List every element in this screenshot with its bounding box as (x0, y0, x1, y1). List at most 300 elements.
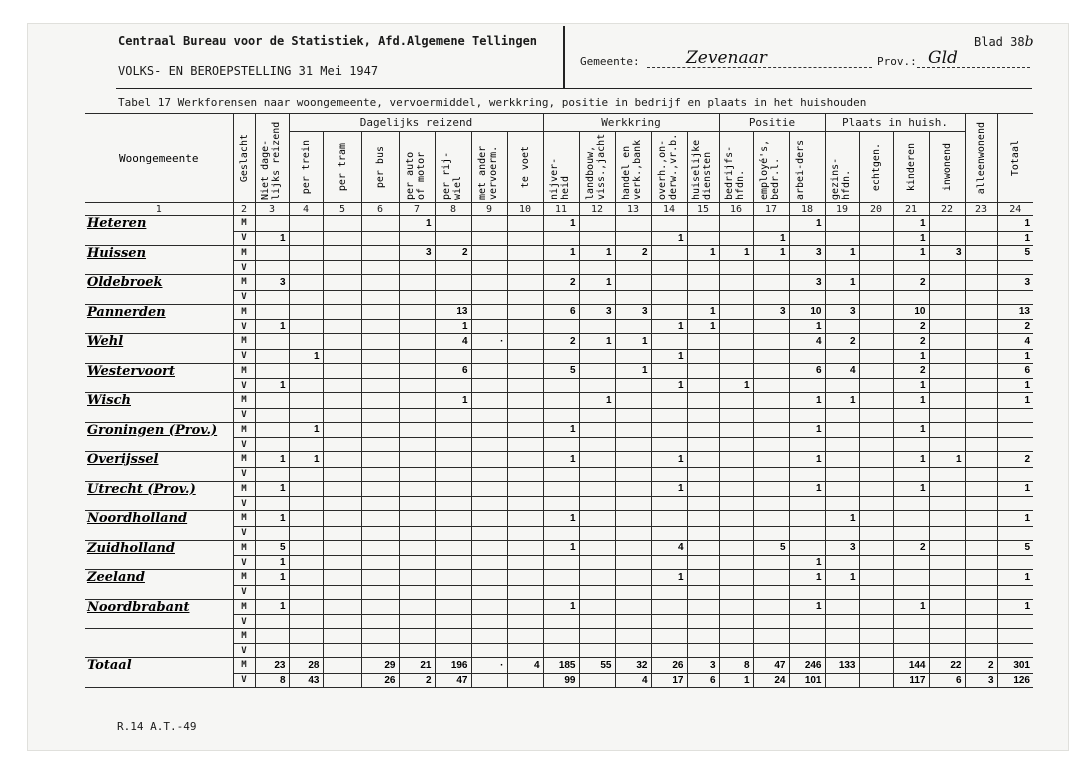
table-cell: 2 (543, 334, 579, 350)
table-cell (507, 408, 543, 422)
table-cell: 1 (929, 452, 965, 468)
table-cell (323, 363, 361, 379)
table-cell (687, 290, 719, 304)
table-cell (543, 320, 579, 334)
table-cell (579, 673, 615, 687)
table-cell (615, 393, 651, 409)
table-cell (579, 526, 615, 540)
table-cell (255, 526, 289, 540)
sex-code: M (233, 599, 255, 615)
table-cell (323, 438, 361, 452)
table-cell (289, 231, 323, 245)
table-cell (929, 599, 965, 615)
table-cell (579, 320, 615, 334)
table-cell (579, 570, 615, 586)
sex-code: M (233, 658, 255, 674)
table-cell: 1 (753, 231, 789, 245)
table-cell (507, 261, 543, 275)
table-cell (687, 511, 719, 527)
table-cell (789, 261, 825, 275)
table-cell: 1 (893, 231, 929, 245)
sex-code: V (233, 261, 255, 275)
table-cell (471, 526, 507, 540)
table-cell: 1 (687, 304, 719, 320)
table-cell (965, 556, 997, 570)
table-cell (323, 452, 361, 468)
table-cell (929, 334, 965, 350)
table-cell (615, 349, 651, 363)
table-cell: 1 (997, 349, 1033, 363)
woongemeente-name: Zeeland (85, 570, 233, 586)
col-inwonend-header: inwonend (929, 132, 965, 203)
col-employes-header: employé's, bedr.l. (753, 132, 789, 203)
table-cell (929, 615, 965, 629)
table-cell: 1 (435, 393, 471, 409)
table-cell (929, 408, 965, 422)
table-cell (929, 304, 965, 320)
table-cell: 55 (579, 658, 615, 674)
woongemeente-name: Groningen (Prov.) (85, 422, 233, 438)
table-cell (859, 334, 893, 350)
table-cell (507, 452, 543, 468)
sex-code: M (233, 422, 255, 438)
group-plaats: Plaats in huish. (825, 114, 965, 132)
table-cell (997, 556, 1033, 570)
table-cell (435, 452, 471, 468)
table-row (85, 363, 1033, 379)
table-cell (289, 526, 323, 540)
table-cell (399, 334, 435, 350)
table-cell (471, 452, 507, 468)
table-cell (687, 467, 719, 481)
table-cell: 2 (543, 275, 579, 291)
woongemeente-name: Pannerden (85, 304, 233, 320)
column-number: 22 (929, 203, 965, 216)
table-cell (651, 393, 687, 409)
table-cell (323, 644, 361, 658)
table-cell: 43 (289, 673, 323, 687)
table-cell (651, 644, 687, 658)
table-cell (543, 570, 579, 586)
table-row (85, 438, 1033, 452)
table-cell: 1 (997, 231, 1033, 245)
gemeente-value: Zevenaar (686, 48, 767, 68)
table-cell (543, 393, 579, 409)
table-cell (687, 349, 719, 363)
table-row (85, 408, 1033, 422)
table-cell: 1 (651, 481, 687, 497)
table-cell (893, 438, 929, 452)
table-cell (859, 599, 893, 615)
table-cell: 6 (543, 304, 579, 320)
sex-code: M (233, 570, 255, 586)
table-cell (615, 261, 651, 275)
table-cell: 1 (543, 599, 579, 615)
table-row (85, 393, 1033, 409)
table-cell: 1 (255, 452, 289, 468)
table-cell (323, 481, 361, 497)
table-cell (543, 349, 579, 363)
table-cell (361, 438, 399, 452)
table-cell (997, 615, 1033, 629)
table-cell (471, 438, 507, 452)
table-cell (965, 511, 997, 527)
table-row (85, 644, 1033, 658)
table-cell (687, 570, 719, 586)
table-cell (997, 585, 1033, 599)
table-cell (507, 540, 543, 556)
table-cell (687, 540, 719, 556)
woongemeente-spacer (85, 644, 233, 658)
table-row (85, 481, 1033, 497)
table-cell (399, 511, 435, 527)
table-row (85, 379, 1033, 393)
table-cell: 1 (651, 570, 687, 586)
table-cell (361, 304, 399, 320)
table-cell: 3 (615, 304, 651, 320)
table-cell (361, 615, 399, 629)
table-cell (361, 467, 399, 481)
table-cell (929, 290, 965, 304)
table-cell: 1 (893, 422, 929, 438)
table-cell (471, 231, 507, 245)
table-cell (361, 379, 399, 393)
table-cell (507, 599, 543, 615)
table-cell (615, 497, 651, 511)
table-cell (651, 467, 687, 481)
table-cell (323, 540, 361, 556)
table-cell: 29 (361, 658, 399, 674)
table-cell (255, 467, 289, 481)
table-cell (435, 379, 471, 393)
table-cell (615, 379, 651, 393)
table-cell (997, 422, 1033, 438)
table-cell (615, 452, 651, 468)
table-cell: 1 (289, 349, 323, 363)
table-cell (825, 349, 859, 363)
table-cell (651, 216, 687, 232)
table-cell (753, 585, 789, 599)
table-cell (965, 540, 997, 556)
sex-code: V (233, 497, 255, 511)
col-trein-header: per trein (289, 132, 323, 203)
woongemeente-header: Woongemeente (85, 114, 233, 203)
table-cell (719, 349, 753, 363)
col-voet-header: te voet (507, 132, 543, 203)
table-cell (507, 216, 543, 232)
table-cell (893, 570, 929, 586)
table-cell (753, 290, 789, 304)
table-cell (929, 467, 965, 481)
table-cell (615, 644, 651, 658)
table-cell (289, 379, 323, 393)
table-cell (965, 615, 997, 629)
table-cell (361, 393, 399, 409)
table-cell (719, 452, 753, 468)
table-cell (965, 231, 997, 245)
table-cell (859, 275, 893, 291)
table-cell (651, 304, 687, 320)
table-cell (399, 497, 435, 511)
column-number: 6 (361, 203, 399, 216)
table-cell (507, 304, 543, 320)
table-cell: 3 (255, 275, 289, 291)
table-cell: 3 (789, 275, 825, 291)
sex-code: M (233, 393, 255, 409)
gemeente-underline (647, 67, 872, 68)
table-cell (859, 304, 893, 320)
column-number: 3 (255, 203, 289, 216)
table-cell: 23 (255, 658, 289, 674)
table-cell (399, 570, 435, 586)
table-cell (859, 644, 893, 658)
table-cell: 1 (893, 349, 929, 363)
table-cell: 26 (651, 658, 687, 674)
column-number: 12 (579, 203, 615, 216)
table-cell (399, 393, 435, 409)
table-cell: 2 (893, 275, 929, 291)
table-cell (323, 422, 361, 438)
table-row (85, 349, 1033, 363)
table-cell (687, 231, 719, 245)
table-cell: 1 (399, 216, 435, 232)
table-cell (719, 497, 753, 511)
table-cell (361, 526, 399, 540)
table-cell: 3 (687, 658, 719, 674)
table-cell (965, 320, 997, 334)
table-cell (361, 422, 399, 438)
table-cell (965, 452, 997, 468)
table-cell (435, 629, 471, 644)
table-cell (543, 481, 579, 497)
table-cell (579, 422, 615, 438)
table-cell (651, 275, 687, 291)
table-cell (399, 540, 435, 556)
table-cell (789, 644, 825, 658)
table-cell (507, 349, 543, 363)
table-cell (435, 556, 471, 570)
table-cell (255, 349, 289, 363)
table-cell (615, 556, 651, 570)
table-cell (471, 408, 507, 422)
table-cell (719, 629, 753, 644)
table-cell (687, 452, 719, 468)
table-cell: 1 (719, 673, 753, 687)
table-cell (719, 216, 753, 232)
table-cell: 3 (825, 304, 859, 320)
table-cell: 32 (615, 658, 651, 674)
table-cell (719, 615, 753, 629)
table-cell (361, 275, 399, 291)
table-cell: 3 (825, 540, 859, 556)
sex-code: M (233, 245, 255, 261)
woongemeente-name (85, 629, 233, 644)
table-cell: 4 (825, 363, 859, 379)
table-cell (361, 261, 399, 275)
table-cell (435, 481, 471, 497)
table-cell (859, 570, 893, 586)
table-row (85, 261, 1033, 275)
table-cell (289, 540, 323, 556)
table-cell (753, 334, 789, 350)
table-cell (929, 363, 965, 379)
table-cell (399, 231, 435, 245)
table-cell (789, 629, 825, 644)
table-cell (651, 615, 687, 629)
table-cell (255, 393, 289, 409)
table-cell (323, 275, 361, 291)
prov-underline (917, 67, 1030, 68)
table-cell (719, 261, 753, 275)
sex-code: M (233, 363, 255, 379)
table-cell (965, 245, 997, 261)
table-cell (651, 290, 687, 304)
table-cell (859, 629, 893, 644)
table-cell (289, 644, 323, 658)
table-cell: 1 (893, 481, 929, 497)
table-cell (579, 363, 615, 379)
table-cell (435, 526, 471, 540)
table-cell (435, 290, 471, 304)
table-cell: 6 (687, 673, 719, 687)
table-cell (543, 585, 579, 599)
table-cell: 1 (651, 452, 687, 468)
table-cell (789, 290, 825, 304)
table-cell (471, 304, 507, 320)
sex-code: M (233, 452, 255, 468)
table-cell: 196 (435, 658, 471, 674)
table-cell (323, 261, 361, 275)
table-cell (965, 497, 997, 511)
sex-code: V (233, 290, 255, 304)
table-cell (435, 275, 471, 291)
sex-code: M (233, 275, 255, 291)
table-cell (651, 245, 687, 261)
table-cell: 1 (719, 245, 753, 261)
table-cell (507, 379, 543, 393)
woongemeente-spacer (85, 379, 233, 393)
table-cell (507, 644, 543, 658)
group-positie: Positie (719, 114, 825, 132)
table-cell (825, 629, 859, 644)
table-cell (687, 599, 719, 615)
column-number: 2 (233, 203, 255, 216)
group-dagelijks-reizend: Dagelijks reizend (289, 114, 543, 132)
table-row (85, 526, 1033, 540)
table-cell: 1 (789, 393, 825, 409)
table-cell (893, 497, 929, 511)
table-cell: 1 (997, 511, 1033, 527)
table-cell: 10 (789, 304, 825, 320)
sex-code: V (233, 438, 255, 452)
table-cell (399, 379, 435, 393)
table-cell (255, 629, 289, 644)
woongemeente-spacer (85, 615, 233, 629)
table-cell: 1 (543, 540, 579, 556)
table-cell (543, 438, 579, 452)
table-cell (289, 599, 323, 615)
table-cell (323, 290, 361, 304)
table-cell (507, 334, 543, 350)
table-cell (929, 231, 965, 245)
table-cell: 1 (579, 245, 615, 261)
sex-code: V (233, 526, 255, 540)
table-cell: 1 (789, 320, 825, 334)
table-cell (893, 629, 929, 644)
table-cell (929, 379, 965, 393)
table-cell: 1 (893, 216, 929, 232)
table-cell (399, 438, 435, 452)
column-number: 5 (323, 203, 361, 216)
table-cell (435, 497, 471, 511)
table-cell: 13 (435, 304, 471, 320)
table-cell (323, 615, 361, 629)
table-cell (471, 615, 507, 629)
table-cell (615, 275, 651, 291)
table-cell (929, 556, 965, 570)
table-cell (965, 629, 997, 644)
woongemeente-name: Wisch (85, 393, 233, 409)
table-cell (825, 231, 859, 245)
table-cell (361, 556, 399, 570)
table-cell (255, 304, 289, 320)
table-cell (399, 629, 435, 644)
table-cell: 1 (651, 231, 687, 245)
table-cell (753, 570, 789, 586)
table-cell: 5 (997, 245, 1033, 261)
table-cell (789, 615, 825, 629)
table-cell (435, 408, 471, 422)
column-number: 11 (543, 203, 579, 216)
table-cell (615, 511, 651, 527)
column-number: 23 (965, 203, 997, 216)
table-cell: 1 (997, 379, 1033, 393)
table-cell (859, 452, 893, 468)
table-cell (361, 231, 399, 245)
table-cell (825, 526, 859, 540)
table-cell (929, 320, 965, 334)
table-cell (289, 334, 323, 350)
table-cell (471, 599, 507, 615)
table-cell: 2 (615, 245, 651, 261)
table-cell (399, 644, 435, 658)
table-cell (753, 422, 789, 438)
table-cell (543, 526, 579, 540)
table-cell: 1 (893, 452, 929, 468)
gemeente-label: Gemeente: (580, 55, 640, 68)
table-cell (579, 216, 615, 232)
table-cell (507, 245, 543, 261)
table-cell (719, 320, 753, 334)
table-cell (289, 304, 323, 320)
table-cell (399, 526, 435, 540)
woongemeente-spacer (85, 556, 233, 570)
column-number: 1 (85, 203, 233, 216)
woongemeente-spacer (85, 438, 233, 452)
table-cell (361, 334, 399, 350)
table-cell (789, 511, 825, 527)
sex-code: V (233, 231, 255, 245)
table-cell (323, 379, 361, 393)
table-cell (719, 511, 753, 527)
table-cell: 1 (255, 570, 289, 586)
col-arbeiders-header: arbei-ders (789, 132, 825, 203)
table-cell (687, 408, 719, 422)
sex-code: M (233, 511, 255, 527)
table-cell (651, 556, 687, 570)
table-cell (893, 556, 929, 570)
woongemeente-spacer (85, 231, 233, 245)
